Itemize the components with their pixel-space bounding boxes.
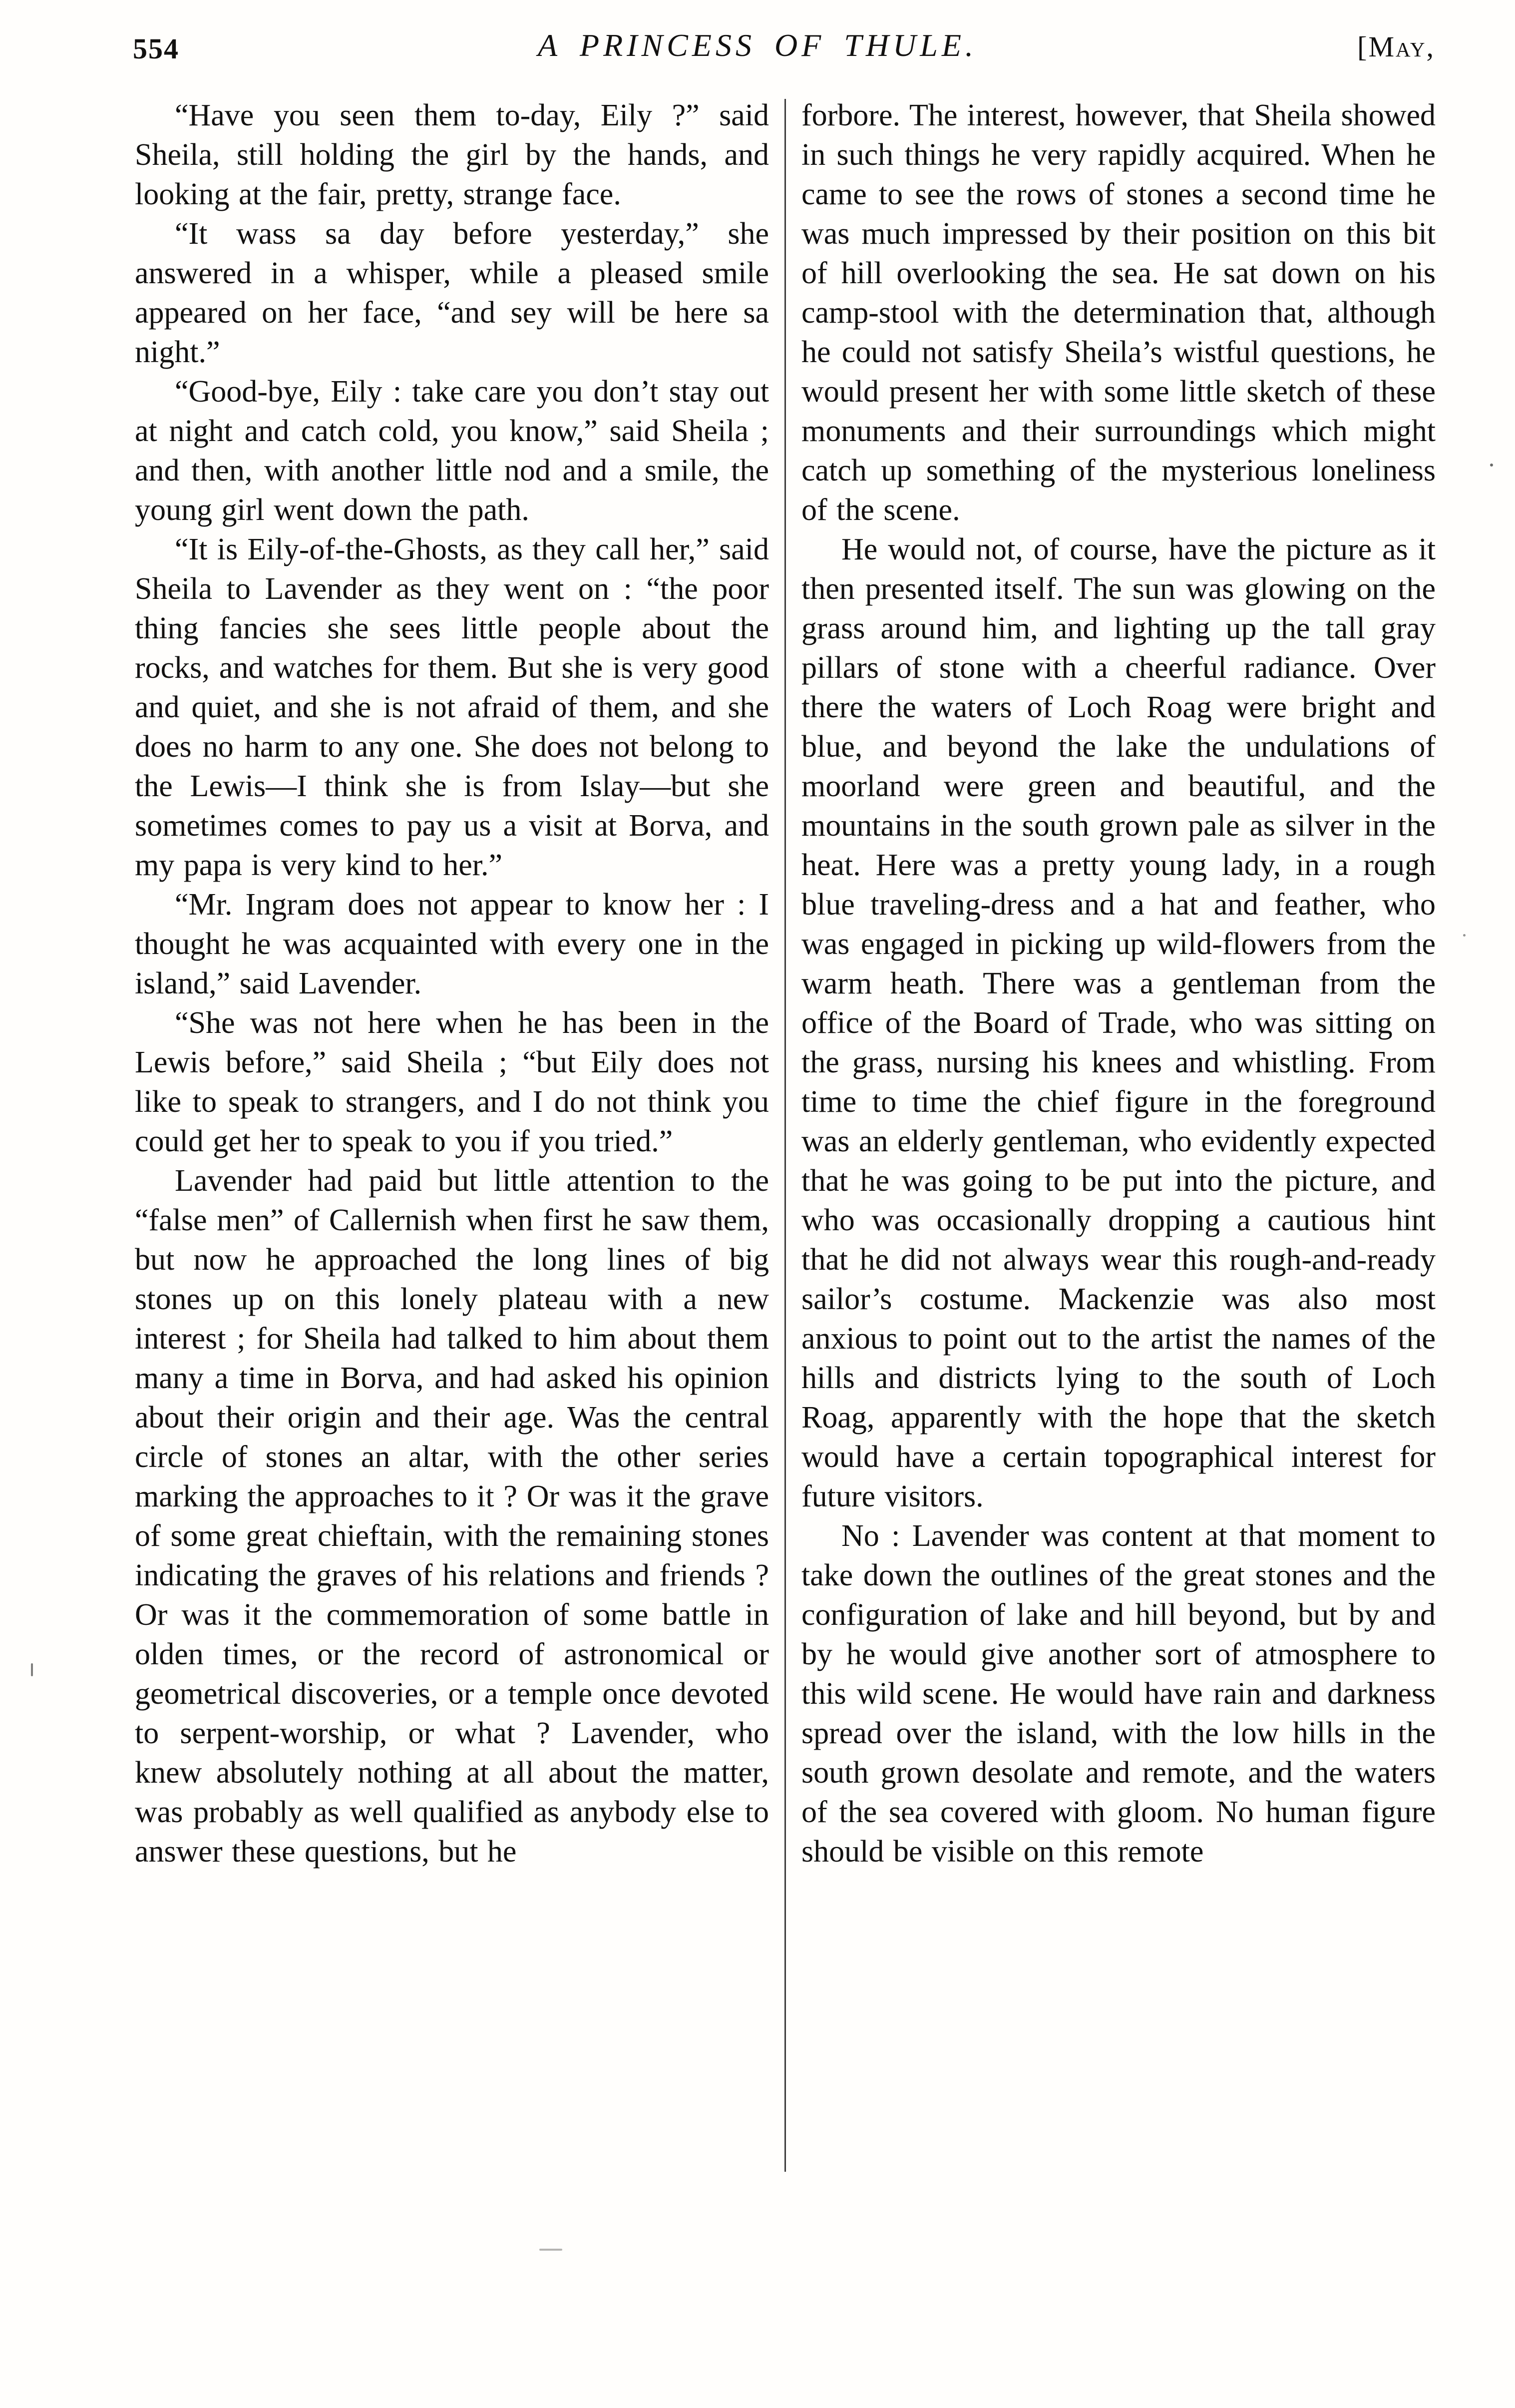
paragraph: “It is Eily-of-the-Ghosts, as they call her,” said Sheila to Lavender as they went on : “the poor thing fancies she sees little people about the rocks, and watches for them. But she is very good and quiet, and she is not afraid of them, and she does no harm to any one. She does not belong to the Lewis—I think she is from Islay—but she sometimes comes to pay us a visit at Borva, and my papa is very kind to her.”	[135, 532, 769, 882]
scan-speck	[31, 1663, 33, 1676]
paragraph: He would not, of course, have the picture as it then presented itself. The sun was glowing on the grass around him, and lighting up the tall gray pillars of stone with a cheerful radiance. Over there the waters of Loch Roag were bright and blue, and beyond the lake the undulations of moorland were green and beautiful, and the mountains in the south grown pale as silver in the heat. Here was a pretty young lady, in a rough blue traveling-dress and a hat and feather, who was engaged in picking up wild-flowers from the warm heath. There was a gentleman from the office of the Board of Trade, who was sitting on the grass, nursing his knees and whistling. From time to time the chief figure in the foreground was an elderly gentleman, who evidently expected that he was going to be put into the picture, and who was occasionally dropping a cautious hint that he did not always wear this rough-and-ready sailor’s costume. Mackenzie was also most anxious to point out to the artist the names of the hills and districts lying to the south of Loch Roag, apparently with the hope that the sketch would have a certain topographical interest for future visitors.	[801, 532, 1436, 1513]
text-columns	[135, 96, 1436, 2172]
paragraph: “Mr. Ingram does not appear to know her : I thought he was acquainted with every one in the island,” said Lavender.	[135, 888, 769, 1000]
scan-speck	[539, 2249, 562, 2251]
paragraph: No : Lavender was content at that moment to take down the outlines of the great stones and the configuration of lake and hill beyond, but by and by he would give another sort of atmosphere to this wild scene. He would have rain and darkness spread over the island, with the low hills in the south grown desolate and remote, and the waters of the sea covered with gloom. No human figure should be visible on this remote	[801, 1519, 1436, 1869]
page-number: 554	[133, 32, 179, 65]
page-header	[0, 24, 1515, 79]
column-divider	[784, 99, 786, 2172]
paragraph: “She was not here when he has been in the Lewis before,” said Sheila ; “but Eily does not like to speak to strangers, and I do not think you could get her to speak to you if you tried.”	[135, 1006, 769, 1158]
paragraph: “Good-bye, Eily : take care you don’t stay out at night and catch cold, you know,” said Sheila ; and then, with another little nod and a smile, the young girl went down the path.	[135, 375, 769, 527]
paragraph: “Have you seen them to-day, Eily ?” said Sheila, still holding the girl by the hands, and looking at the fair, pretty, strange face.	[135, 98, 769, 211]
right-column	[801, 96, 1436, 2172]
paragraph: Lavender had paid but little attention to the “false men” of Callernish when first he saw them, but now he approached the long lines of big stones up on this lonely plateau with a new interest ; for Sheila had talked to him about them many a time in Borva, and had asked his opinion about their origin and their age. Was the central circle of stones an altar, with the other series marking the approaches to it ? Or was it the grave of some great chieftain, with the remaining stones indicating the graves of his relations and friends ? Or was it the commemoration of some battle in olden times, or the record of astronomical or geometrical discoveries, or a temple once devoted to serpent-worship, or what ? Lavender, who knew absolutely nothing at all about the matter, was probably as well qualified as anybody else to answer these questions, but he	[135, 1164, 769, 1869]
issue-date: [May,	[1357, 30, 1435, 63]
left-column	[135, 96, 769, 2172]
running-title: A PRINCESS OF THULE.	[538, 27, 977, 63]
paragraph: forbore. The interest, however, that Sheila showed in such things he very rapidly acquired. When he came to see the rows of stones a second time he was much impressed by their position on this bit of hill overlooking the sea. He sat down on his camp-stool with the determination that, although he could not satisfy Sheila’s wistful questions, he would present her with some little sketch of these monuments and their surroundings which might catch up something of the mysterious loneliness of the scene.	[801, 98, 1436, 527]
paragraph: “It wass sa day before yesterday,” she answered in a whisper, while a pleased smile appeared on her face, “and sey will be here sa night.”	[135, 217, 769, 369]
scan-speck	[1463, 934, 1466, 937]
scan-speck	[1490, 464, 1493, 467]
